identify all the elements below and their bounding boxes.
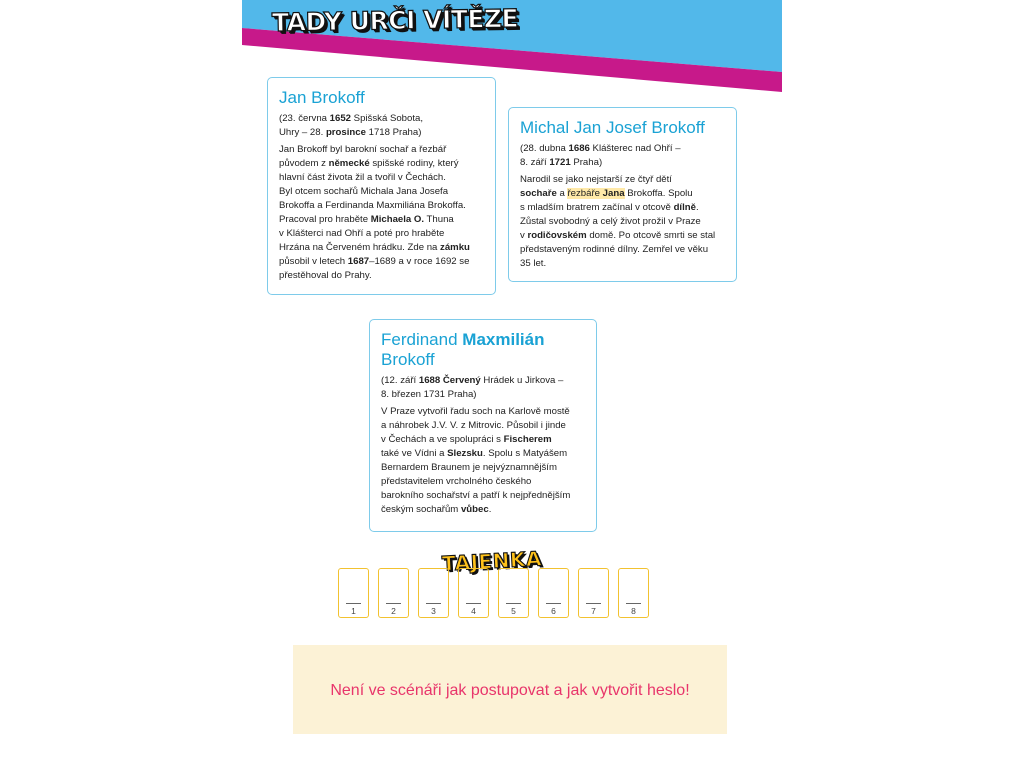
- card-name: Ferdinand Maxmilián Brokoff: [381, 330, 545, 369]
- answer-slot[interactable]: [338, 568, 369, 618]
- answer-slot[interactable]: [418, 568, 449, 618]
- answer-slot[interactable]: [578, 568, 609, 618]
- card-bio: Narodil se jako nejstarší ze čtyř dětí sochaře a řezbáře Jana Brokoffa. Spolu s mladším bratrem začínal v otcově dílně. Zůstal svobodný a celý život prožil v Praze v rodičovském domě. Po otcově smrti se stal představeným rodinné dílny. Zemřel ve věku 35 let.: [520, 174, 716, 269]
- card-name: Michal Jan Josef Brokoff: [520, 118, 705, 137]
- card-dates: (12. září 1688 Červený Hrádek u Jirkova – 8. březen 1731 Praha): [381, 375, 564, 400]
- slot-number: 3: [431, 606, 436, 616]
- card-dates: (23. června 1652 Spišská Sobota, Uhry – 28. prosince 1718 Praha): [279, 113, 424, 138]
- card-name: Jan Brokoff: [279, 88, 365, 107]
- answer-slot[interactable]: [458, 568, 489, 618]
- slot-number: 2: [391, 606, 396, 616]
- warning-note: [293, 645, 727, 734]
- warning-text: Není ve scénáři jak postupovat a jak vytvořit heslo!: [330, 682, 690, 699]
- answer-slot[interactable]: [538, 568, 569, 618]
- card-dates: (28. dubna 1686 Klášterec nad Ohří – 8. září 1721 Praha): [520, 143, 681, 168]
- answer-slot[interactable]: [618, 568, 649, 618]
- card-michal-brokoff: [508, 107, 737, 282]
- answer-slots: [338, 568, 649, 618]
- card-bio: V Praze vytvořil řadu soch na Karlově mostě a náhrobek J.V. V. z Mitrovic. Působil i jinde v Čechách a ve spolupráci s Fischerem také ve Vídni a Slezsku. Spolu s Matyášem Bernardem Braunem je nejvýznamnějším představitelem vrcholného českého barokního sochařství a patří k nejpřednějším českým sochařům vůbec.: [381, 406, 571, 515]
- card-jan-brokoff: [267, 77, 496, 295]
- slot-number: 5: [511, 606, 516, 616]
- slot-number: 7: [591, 606, 596, 616]
- slot-number: 4: [471, 606, 476, 616]
- answer-slot[interactable]: [498, 568, 529, 618]
- slot-number: 1: [351, 606, 356, 616]
- card-bio: Jan Brokoff byl barokní sochař a řezbář původem z německé spišské rodiny, který hlavní část života žil a tvořil v Čechách. Byl otcem sochařů Michala Jana Josefa Brokoffa a Ferdinanda Maxmiliána Brokoffa. Pracoval pro hraběte Michaela O. Thuna v Klášterci nad Ohří a poté pro hraběte Hrzána na Červeném hrádku. Zde na zámku působil v letech 1687–1689 a v roce 1692 se přestěhoval do Prahy.: [279, 144, 470, 281]
- card-ferdinand-brokoff: [369, 319, 597, 532]
- slot-number: 6: [551, 606, 556, 616]
- worksheet-page: [242, 0, 782, 768]
- page-title: TADY URČI VÍTĚZE: [271, 3, 519, 38]
- puzzle-title: TAJENKA: [441, 546, 543, 576]
- slot-number: 8: [631, 606, 636, 616]
- answer-slot[interactable]: [378, 568, 409, 618]
